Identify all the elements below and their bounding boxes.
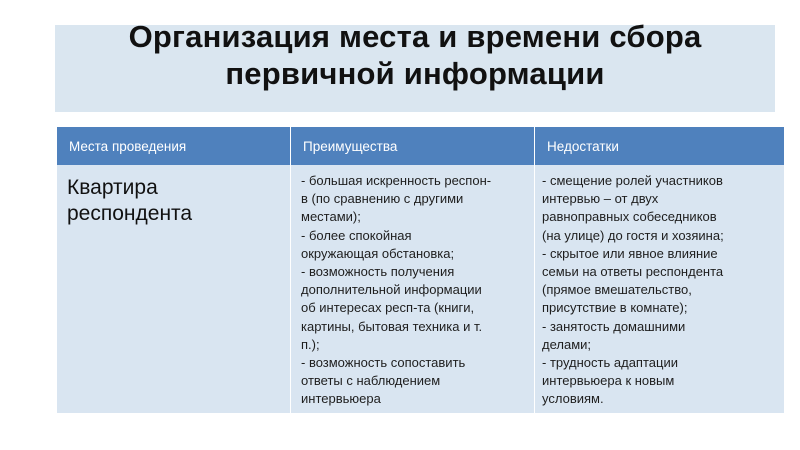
table-header-row	[57, 127, 785, 165]
disadvantage-line: - смещение ролей участников	[542, 173, 723, 188]
advantage-line: - более спокойная	[301, 227, 412, 243]
advantage-line: - большая искренность респон-	[301, 173, 492, 188]
cell-place	[57, 165, 291, 413]
cell-advantages	[291, 165, 535, 413]
disadvantage-line: интервью – от двух	[542, 191, 659, 207]
place-line-2: респондента	[67, 202, 193, 225]
advantage-line: в (по сравнению с другими	[301, 191, 464, 207]
disadvantage-line: семьи на ответы респондента	[542, 264, 724, 280]
advantage-line: интервьюера	[301, 391, 381, 407]
slide-title-line-1: Организация места и времени сбора	[128, 19, 702, 54]
advantage-line: ответы с наблюдением	[301, 373, 441, 389]
disadvantage-line: интервьюера к новым	[542, 373, 675, 389]
advantages-list	[291, 165, 534, 409]
advantage-line: окружающая обстановка;	[301, 245, 455, 261]
header-advantages: Преимущества	[291, 127, 535, 165]
place-line-1: Квартира	[67, 176, 158, 199]
disadvantage-line: - занятость домашними	[542, 318, 686, 334]
advantage-line: об интересах респ-та (книги,	[301, 300, 475, 316]
advantage-line: - возможность сопоставить	[301, 355, 466, 371]
disadvantage-line: (прямое вмешательство,	[542, 282, 692, 298]
slide-title	[55, 18, 775, 92]
disadvantage-line: условиям.	[542, 391, 604, 407]
advantage-line: дополнительной информации	[301, 282, 482, 298]
disadvantage-line: (на улице) до гостя и хозяина;	[542, 227, 724, 243]
table-row	[57, 165, 785, 413]
places-table	[57, 127, 785, 413]
disadvantage-line: делами;	[542, 336, 592, 352]
disadvantage-line: присутствие в комнате);	[542, 300, 688, 316]
disadvantages-list	[535, 165, 784, 409]
advantage-line: п.);	[301, 336, 320, 352]
advantage-line: местами);	[301, 209, 361, 225]
header-disadvantages: Недостатки	[535, 127, 785, 165]
cell-disadvantages	[535, 165, 785, 413]
advantage-line: - возможность получения	[301, 264, 455, 280]
header-places: Места проведения	[57, 127, 291, 165]
disadvantage-line: - трудность адаптации	[542, 355, 678, 371]
slide-title-line-2: первичной информации	[225, 56, 605, 91]
disadvantage-line: - скрытое или явное влияние	[542, 245, 718, 261]
disadvantage-line: равноправных собеседников	[542, 209, 717, 225]
advantage-line: картины, бытовая техника и т.	[301, 318, 483, 334]
